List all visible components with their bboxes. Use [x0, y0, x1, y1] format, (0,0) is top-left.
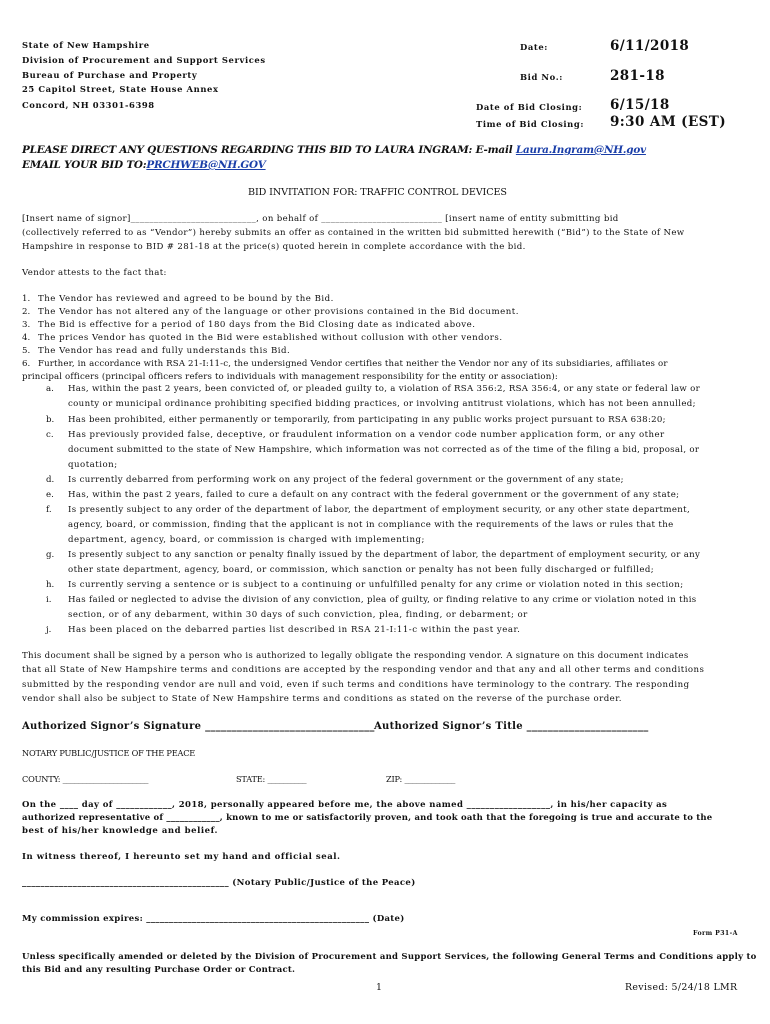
attests-heading: Vendor attests to the fact that: [22, 268, 167, 278]
list-number: 2. [22, 307, 31, 317]
closing-date-value: 6/15/18 [610, 97, 670, 113]
date-label: Date: [520, 42, 548, 52]
intro-line: [Insert name of signor]___________________________, on behalf of __________________________ [insert name of entity submitting bid [22, 214, 619, 224]
list-number: 4. [22, 333, 31, 343]
list-item: quotation; [68, 460, 118, 470]
questions-contact-line [22, 144, 646, 156]
paragraph-line: Unless specifically amended or deleted by the Division of Procurement and Support Services, the following General Terms and Conditions apply to [22, 952, 757, 962]
paragraph-line: best of his/her knowledge and belief. [22, 826, 219, 836]
list-item: Has, within the past 2 years, failed to cure a default on any contract with the federal government or the government of any state; [68, 490, 680, 500]
list-letter: f. [46, 505, 52, 515]
list-letter: e. [46, 490, 54, 500]
intro-line: Hampshire in response to BID # 281-18 at the price(s) quoted herein in complete accordance with the bid. [22, 242, 526, 252]
list-item: other state department, agency, board, or commission, which sanction or penalty has not been fully discharged or fulfilled; [68, 565, 655, 575]
bid-title: BID INVITATION FOR: TRAFFIC CONTROL DEVICES [248, 187, 507, 198]
contact-email-link[interactable]: Laura.Ingram@NH.gov [515, 144, 646, 156]
list-letter: i. [46, 595, 52, 605]
date-value: 6/11/2018 [610, 38, 690, 54]
list-item: Has failed or neglected to advise the division of any conviction, plea of guilty, or finding relative to any crime or violation noted in this [68, 595, 697, 605]
list-item: The prices Vendor has quoted in the Bid were established without collusion with other vendors. [38, 333, 503, 343]
list-item: Has previously provided false, deceptive, or fraudulent information on a vendor code number application form, or any other [68, 430, 665, 440]
closing-time-label: Time of Bid Closing: [476, 119, 585, 129]
zip-field[interactable]: ZIP: _____________ [386, 774, 456, 784]
list-item: section, or of any debarment, within 30 days of such conviction, plea, finding, or debarment; or [68, 610, 528, 620]
paragraph-line: this Bid and any resulting Purchase Order or Contract. [22, 965, 296, 975]
list-item: The Vendor has not altered any of the language or other provisions contained in the Bid document. [38, 307, 519, 317]
notary-signature-field[interactable]: _____________________________________________ (Notary Public/Justice of the Peace) [22, 878, 416, 888]
revision-note: Revised: 5/24/18 LMR [625, 982, 738, 993]
list-letter: g. [46, 550, 55, 560]
list-number: 5. [22, 346, 31, 356]
paragraph-line: On the ____ day of ____________, 2018, personally appeared before me, the above named __________________, in his/her capacity as [22, 800, 668, 810]
list-item: Further, in accordance with RSA 21-I:11-c, the undersigned Vendor certifies that neither the Vendor nor any of its subsidiaries, affiliates or [38, 359, 668, 369]
witness-statement: In witness thereof, I hereunto set my hand and official seal. [22, 852, 341, 862]
list-letter: h. [46, 580, 55, 590]
closing-date-label: Date of Bid Closing: [476, 102, 583, 112]
list-number: 1. [22, 294, 31, 304]
commission-expires-field[interactable]: My commission expires: _________________________________________________ (Date) [22, 914, 405, 924]
list-item: Is presently subject to any sanction or penalty finally issued by the department of labor, the department of employment security, or any [68, 550, 701, 560]
email-bid-line [22, 159, 266, 171]
list-item: The Vendor has reviewed and agreed to be bound by the Bid. [38, 294, 334, 304]
list-letter: c. [46, 430, 54, 440]
list-item: The Bid is effective for a period of 180 days from the Bid Closing date as indicated above. [38, 320, 476, 330]
list-item: department, agency, board, or commission is charged with implementing; [68, 535, 425, 545]
list-item: agency, board, or commission, finding that the applicant is not in compliance with the requirements of the laws or rules that the [68, 520, 674, 530]
notary-heading: NOTARY PUBLIC/JUSTICE OF THE PEACE [22, 748, 196, 758]
address-line: State of New Hampshire [22, 40, 150, 50]
list-item: Has been prohibited, either permanently or temporarily, from participating in any public works project pursuant to RSA 638:20; [68, 415, 666, 425]
paragraph-line: that all State of New Hampshire terms and conditions are accepted by the responding vendor and that any and all other terms and conditions [22, 665, 705, 675]
list-letter: j. [46, 625, 52, 635]
state-field[interactable]: STATE: __________ [236, 774, 307, 784]
bid-email-link[interactable]: PRCHWEB@NH.GOV [146, 159, 266, 171]
list-item: Is currently serving a sentence or is subject to a continuing or unfulfilled penalty for any crime or violation noted in this section; [68, 580, 684, 590]
list-item: document submitted to the state of New Hampshire, which information was not corrected as of the time of the filing a bid, proposal, or [68, 445, 700, 455]
list-number: 6. [22, 359, 31, 369]
paragraph-line: vendor shall also be subject to State of New Hampshire terms and conditions as stated on the reverse of the purchase order. [22, 694, 622, 704]
intro-line: (collectively referred to as “Vendor”) hereby submits an offer as contained in the written bid submitted herewith (“Bid”) to the State of New [22, 228, 685, 238]
list-item: county or municipal ordinance prohibiting specified bidding practices, or involving antitrust violations, which has not been annulled; [68, 399, 696, 409]
address-line: Bureau of Purchase and Property [22, 70, 198, 80]
email-bid-text: EMAIL YOUR BID TO: [22, 159, 147, 171]
questions-text: PLEASE DIRECT ANY QUESTIONS REGARDING THIS BID TO LAURA INGRAM: E-mail [22, 144, 516, 156]
form-id: Form P31-A [693, 930, 738, 937]
list-letter: b. [46, 415, 55, 425]
list-number: 3. [22, 320, 31, 330]
address-line: Division of Procurement and Support Services [22, 55, 266, 65]
address-line: Concord, NH 03301-6398 [22, 100, 155, 110]
list-item: The Vendor has read and fully understands this Bid. [38, 346, 291, 356]
bid-number-label: Bid No.: [520, 72, 563, 82]
list-item: Is presently subject to any order of the department of labor, the department of employment security, or any other state department, [68, 505, 691, 515]
page-number: 1 [376, 982, 383, 993]
paragraph-line: authorized representative of ____________, known to me or satisfactorily proven, and took oath that the foregoing is true and accurate to the [22, 813, 713, 823]
list-item: Has, within the past 2 years, been convicted of, or pleaded guilty to, a violation of RSA 356:2, RSA 356:4, or any state or federal law or [68, 384, 701, 394]
bid-number-value: 281-18 [610, 68, 665, 84]
list-letter: a. [46, 384, 54, 394]
paragraph-line: This document shall be signed by a person who is authorized to legally obligate the responding vendor. A signature on this document indicates [22, 651, 689, 661]
address-line: 25 Capitol Street, State House Annex [22, 84, 219, 94]
signor-title-field[interactable]: Authorized Signor’s Title _______________________ [374, 721, 649, 732]
paragraph-line: submitted by the responding vendor are null and void, even if such terms and conditions have terminology to the contrary. The responding [22, 680, 690, 690]
list-item: Has been placed on the debarred parties list described in RSA 21-I:11-c within the past year. [68, 625, 521, 635]
closing-time-value: 9:30 AM (EST) [610, 114, 727, 130]
signor-signature-field[interactable]: Authorized Signor’s Signature ________________________________ [22, 721, 375, 732]
list-item-continuation: principal officers (principal officers refers to individuals with management responsibility for the entity or association): [22, 372, 558, 382]
list-letter: d. [46, 475, 55, 485]
list-item: Is currently debarred from performing work on any project of the federal government or the government of any state; [68, 475, 624, 485]
county-field[interactable]: COUNTY: ______________________ [22, 774, 149, 784]
